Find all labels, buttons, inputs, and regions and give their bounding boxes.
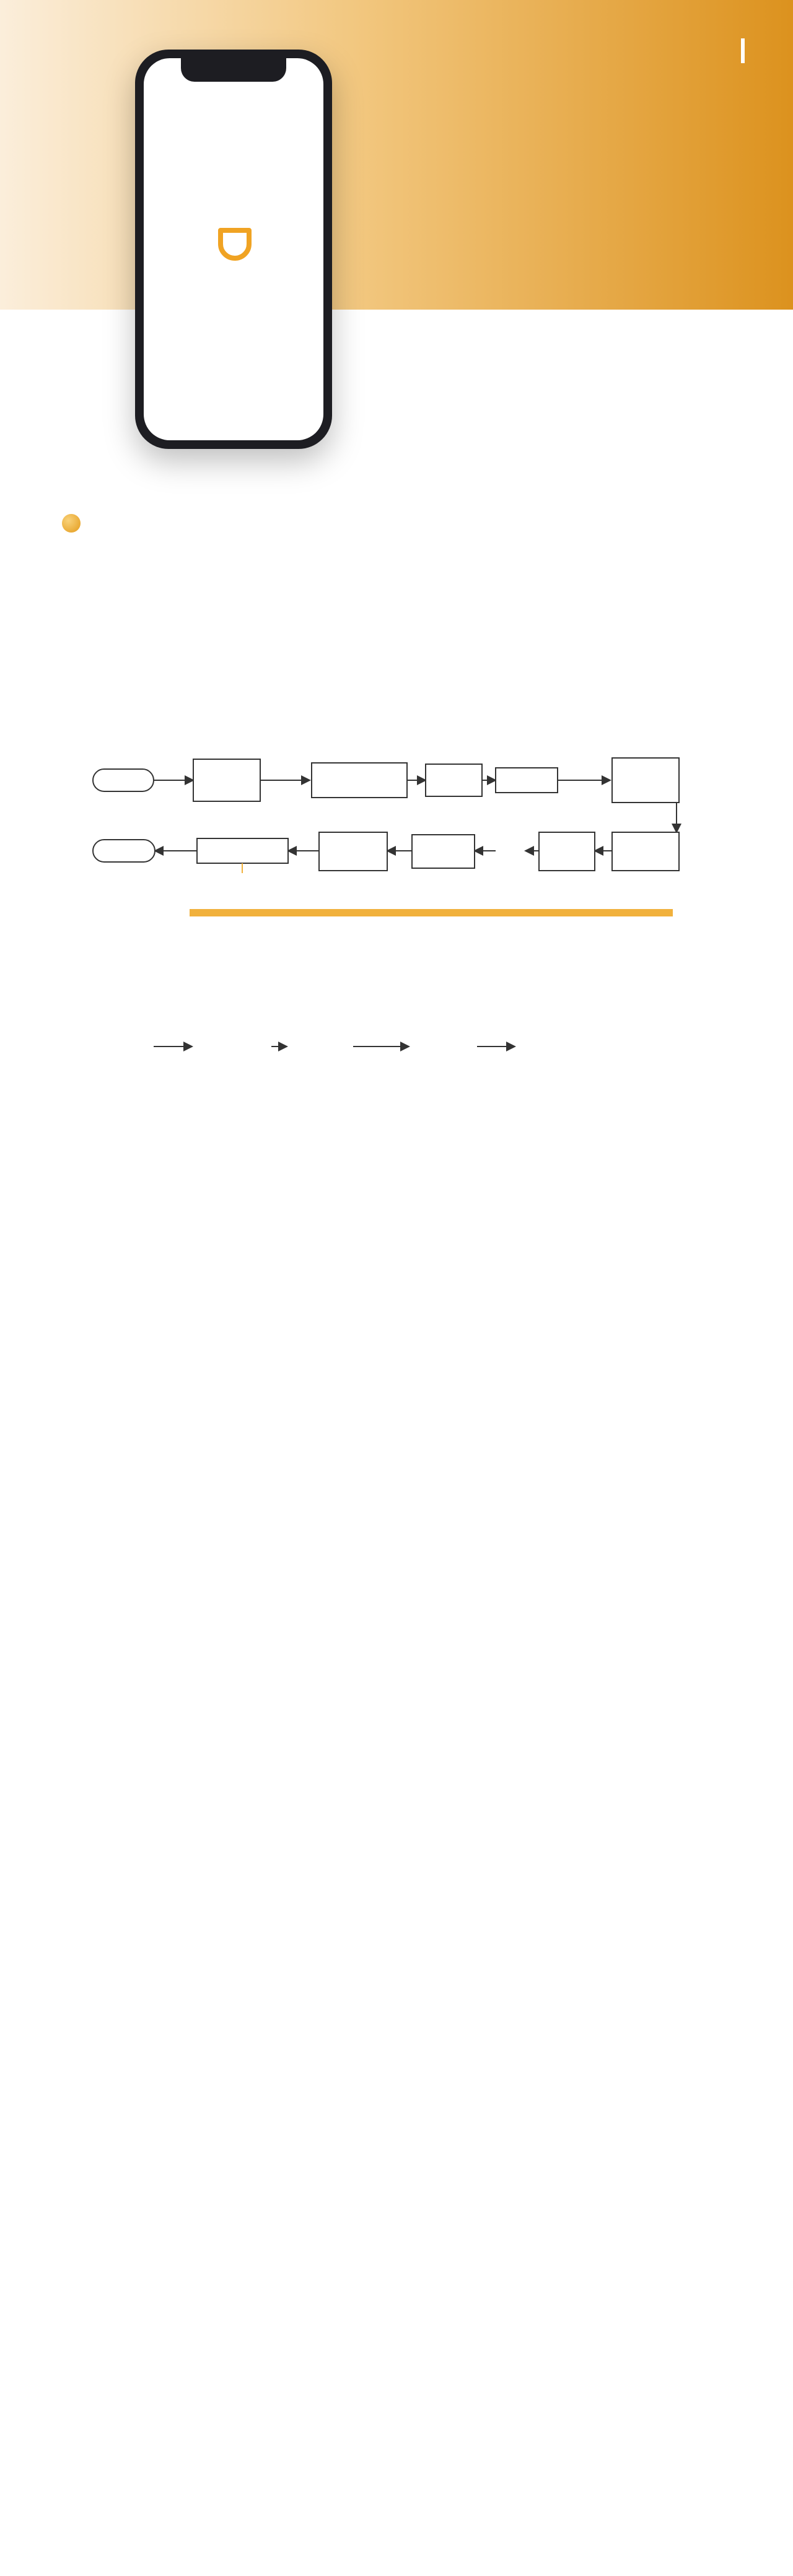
flow1-b4 bbox=[496, 768, 558, 793]
phone-mockup bbox=[135, 50, 332, 449]
flow1-b6 bbox=[612, 832, 679, 871]
badge-bar bbox=[741, 38, 745, 63]
section-dot-icon bbox=[62, 514, 81, 533]
flow1-start bbox=[93, 769, 154, 791]
flow1-b1 bbox=[193, 759, 260, 801]
phone-notch bbox=[181, 58, 286, 82]
flow1-b2 bbox=[312, 763, 407, 798]
phone-screen bbox=[144, 58, 323, 440]
flow1-end bbox=[93, 840, 155, 862]
flow1-nodes bbox=[93, 758, 679, 871]
caller-flowchart bbox=[0, 749, 793, 873]
caller-pain-callout bbox=[190, 909, 673, 916]
flow1-b5 bbox=[612, 758, 679, 803]
flow1-b9 bbox=[412, 835, 475, 868]
hero-banner bbox=[0, 0, 793, 310]
didi-logo-icon bbox=[217, 225, 253, 261]
rider-flow-final bbox=[0, 1022, 793, 1071]
flow1-b10 bbox=[319, 832, 387, 871]
flow1-b3 bbox=[426, 764, 482, 796]
flow1-b7 bbox=[539, 832, 595, 871]
flow1-b11 bbox=[197, 838, 288, 863]
